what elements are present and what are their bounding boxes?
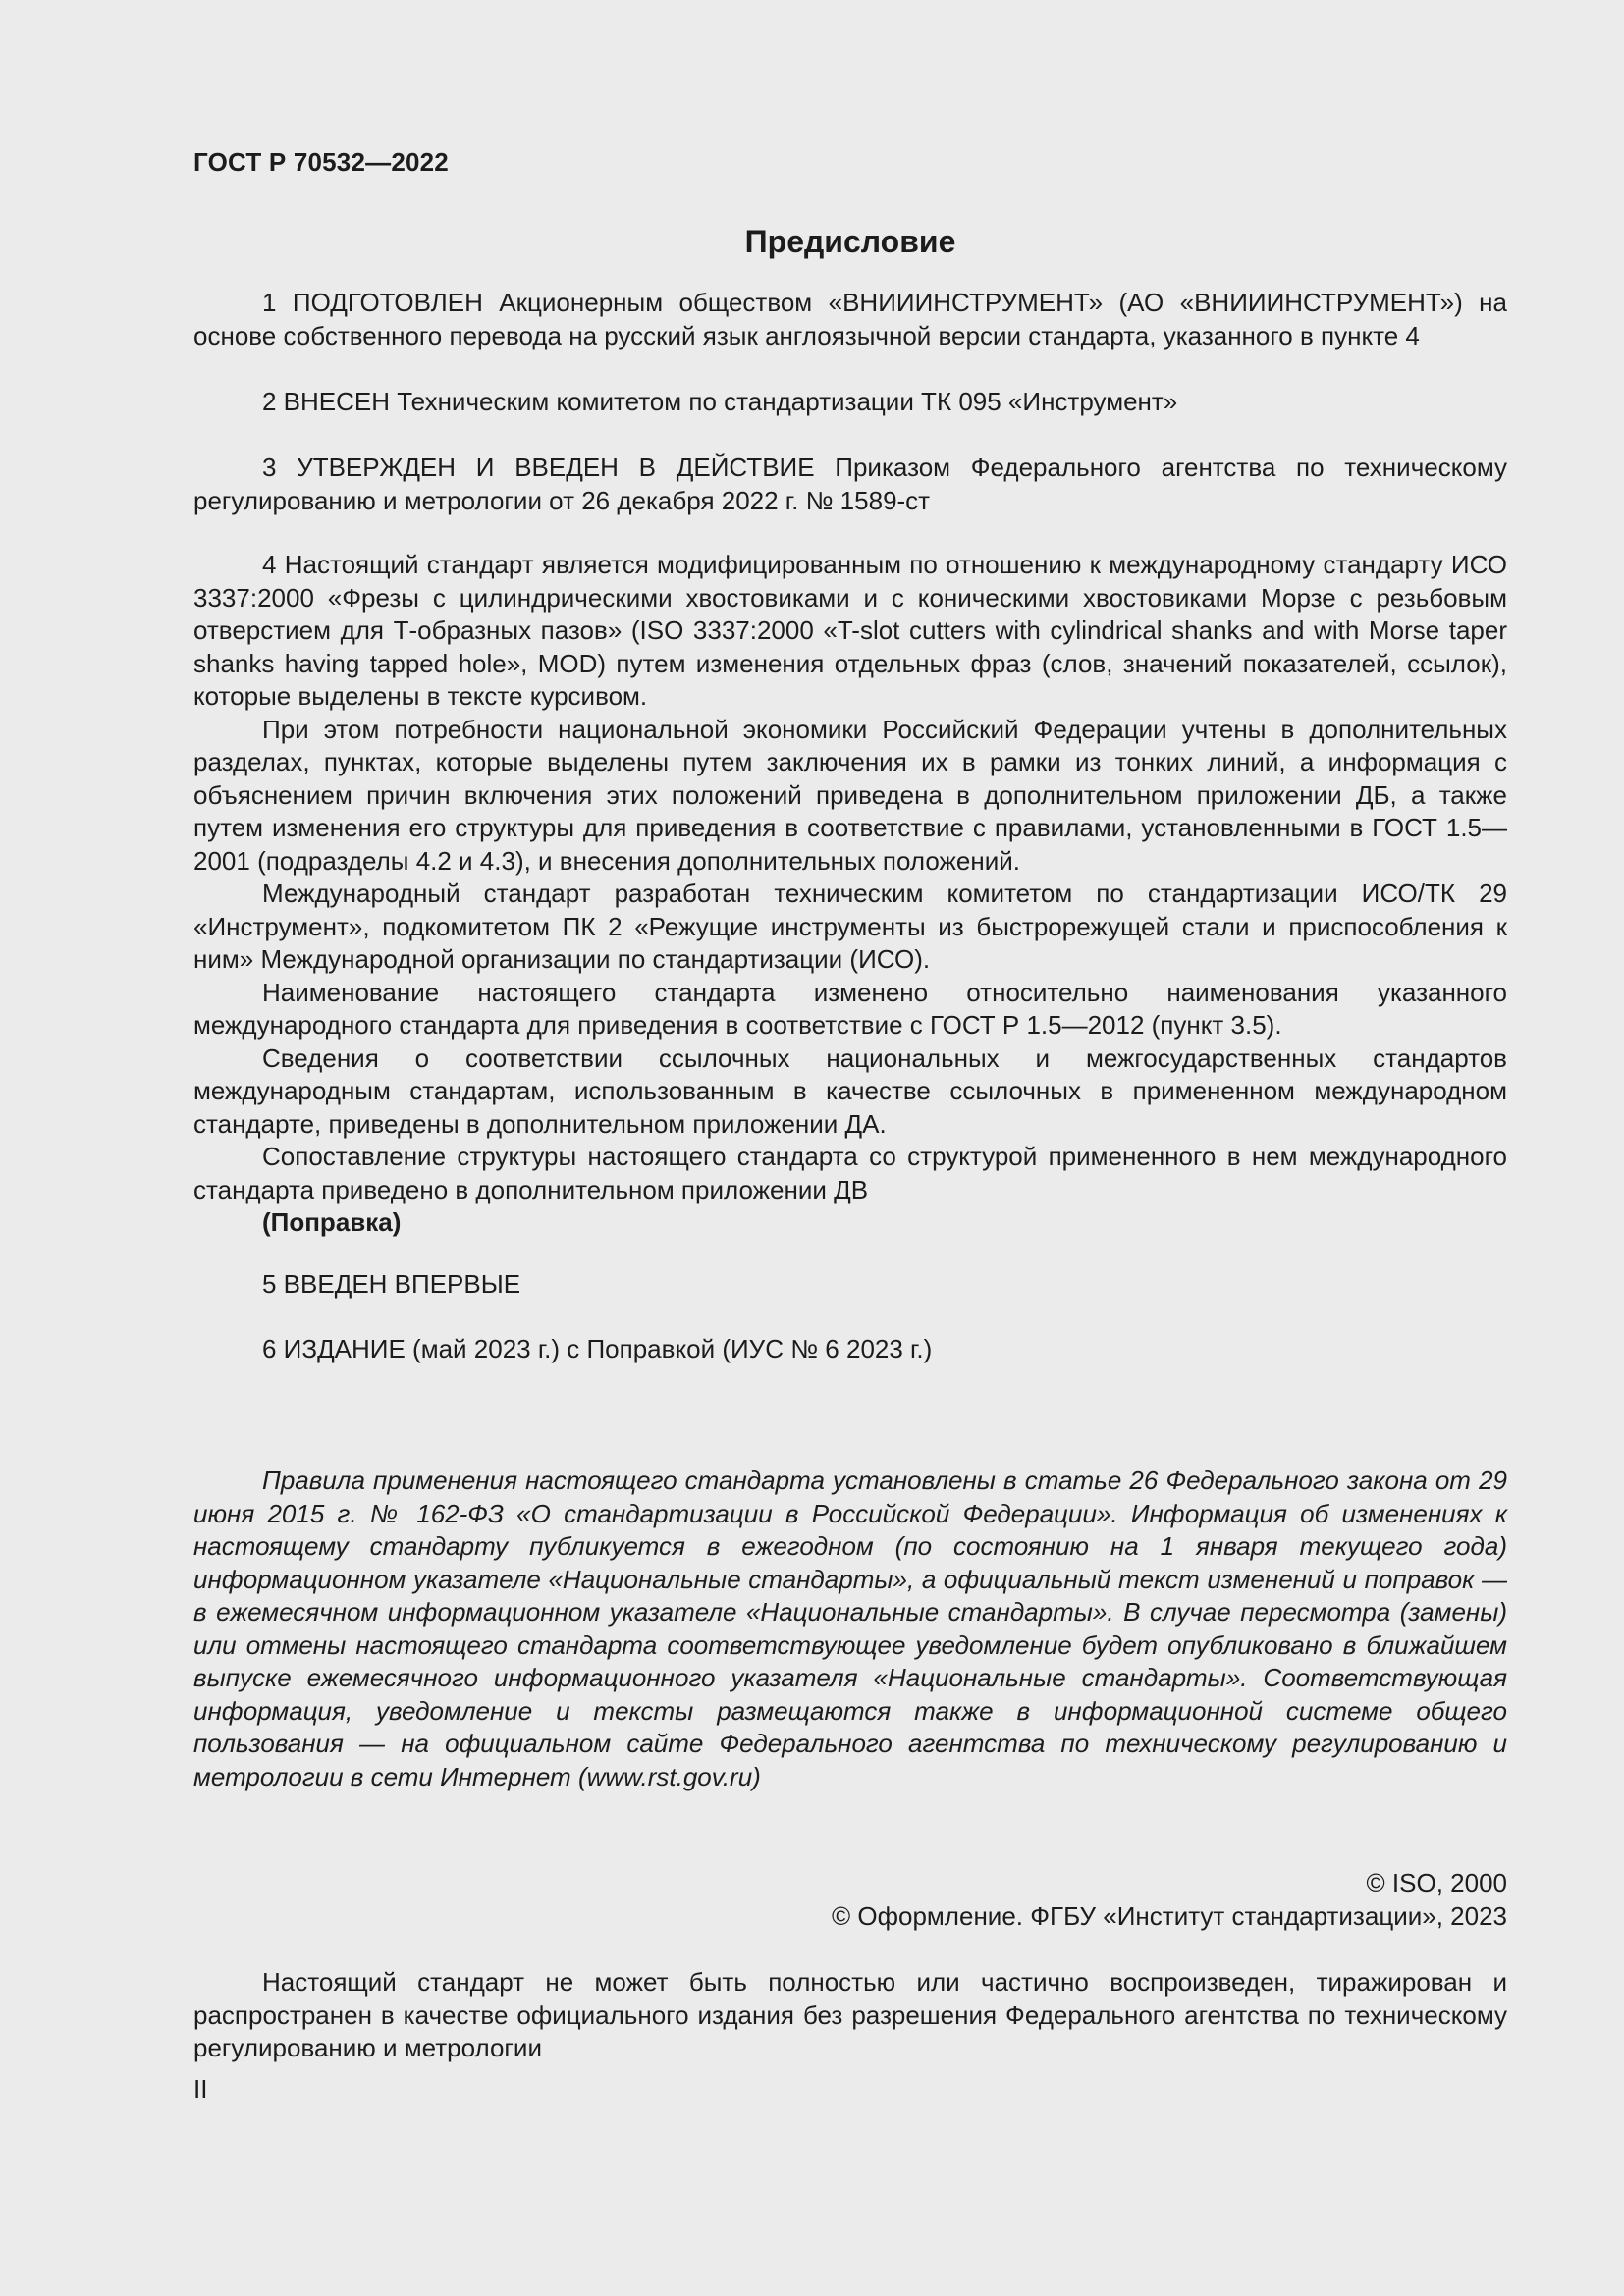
reproduction-notice	[193, 1966, 1507, 2065]
foreword-item-5	[193, 1268, 1507, 1302]
foreword-item-3	[193, 452, 1507, 517]
paragraph: Настоящий стандарт не может быть полностью или частично воспроизведен, тиражирован и распространен в качестве официального издания без разрешения Федерального агентства по техническому регулированию и метрологии	[193, 1967, 1507, 2062]
paragraph: 3 УТВЕРЖДЕН И ВВЕДЕН В ДЕЙСТВИЕ Приказом Федерального агентства по техническому регулированию и метрологии от 26 декабря 2022 г. № 1589-ст	[193, 453, 1507, 515]
paragraph: Наименование настоящего стандарта изменено относительно наименования указанного международного стандарта для приведения в соответствие с ГОСТ Р 1.5—2012 (пункт 3.5).	[193, 977, 1507, 1040]
foreword-item-6	[193, 1333, 1507, 1366]
paragraph: Правила применения настоящего стандарта установлены в статье 26 Федерального закона от 29 июня 2015 г. № 162-ФЗ «О стандартизации в Российской Федерации». Информация об изменениях к настоящему стандарту публикуется в ежегодном (по состоянию на 1 января текущего года) информационном указателе «Национальные стандарты», а официальный текст изменений и поправок — в ежемесячном информационном указателе «Национальные стандарты». В случае пересмотра (замены) или отмены настоящего стандарта соответствующее уведомление будет опубликовано в ближайшем выпуске ежемесячного информационного указателя «Национальные стандарты». Соответствующая информация, уведомление и тексты размещаются также в информационной системе общего пользования — на официальном сайте Федерального агентства по техническому регулированию и метрологии в сети Интернет (www.rst.gov.ru)	[193, 1466, 1507, 1791]
paragraph: 1 ПОДГОТОВЛЕН Акционерным обществом «ВНИИИНСТРУМЕНТ» (АО «ВНИИИНСТРУМЕНТ») на основе собственного перевода на русский язык англоязычной версии стандарта, указанного в пункте 4	[193, 288, 1507, 350]
foreword-item-2	[193, 386, 1507, 419]
paragraph: Сопоставление структуры настоящего стандарта со структурой примененного в нем международного стандарта приведено в дополнительном приложении ДВ	[193, 1142, 1507, 1204]
legal-notice	[193, 1465, 1507, 1793]
page-title: Предисловие	[744, 224, 956, 259]
foreword-item-4	[193, 549, 1507, 1240]
paragraph: При этом потребности национальной экономики Российский Федерации учтены в дополнительных разделах, пунктах, которые выделены путем заключения их в рамки из тонких линий, а информация с объяснением причин включения этих положений приведена в дополнительном приложении ДБ, а также путем изменения его структуры для приведения в соответствие с правилами, установленными в ГОСТ 1.5—2001 (подразделы 4.2 и 4.3), и внесения дополнительных положений.	[193, 714, 1507, 876]
copyright-design: © Оформление. ФГБУ «Институт стандартизации», 2023	[832, 1901, 1507, 1931]
paragraph: 6 ИЗДАНИЕ (май 2023 г.) с Поправкой (ИУС № 6 2023 г.)	[262, 1334, 933, 1363]
amendment-note: (Поправка)	[262, 1207, 402, 1237]
foreword-item-1	[193, 287, 1507, 352]
document-code: ГОСТ Р 70532—2022	[193, 147, 449, 177]
paragraph: 5 ВВЕДЕН ВПЕРВЫЕ	[262, 1269, 521, 1299]
paragraph: 4 Настоящий стандарт является модифицированным по отношению к международному стандарту ИСО 3337:2000 «Фрезы с цилиндрическими хвостовиками и с коническими хвостовиками Морзе с резьбовым отверстием для Т-образных пазов» (ISO 3337:2000 «T-slot cutters with cylindrical shanks and with Morse taper shanks having tapped hole», MOD) путем изменения отдельных фраз (слов, значений показателей, ссылок), которые выделены в тексте курсивом.	[193, 550, 1507, 711]
paragraph: Международный стандарт разработан техническим комитетом по стандартизации ИСО/ТК 29 «Инструмент», подкомитетом ПК 2 «Режущие инструменты из быстрорежущей стали и приспособления к ним» Международной организации по стандартизации (ИСО).	[193, 879, 1507, 974]
paragraph: 2 ВНЕСЕН Техническим комитетом по стандартизации ТК 095 «Инструмент»	[262, 387, 1178, 416]
page-number: II	[193, 2074, 208, 2104]
paragraph: Сведения о соответствии ссылочных национальных и межгосударственных стандартов международным стандартам, использованным в качестве ссылочных в примененном международном стандарте, приведены в дополнительном приложении ДА.	[193, 1042, 1507, 1139]
copyright-iso: © ISO, 2000	[1366, 1868, 1507, 1897]
